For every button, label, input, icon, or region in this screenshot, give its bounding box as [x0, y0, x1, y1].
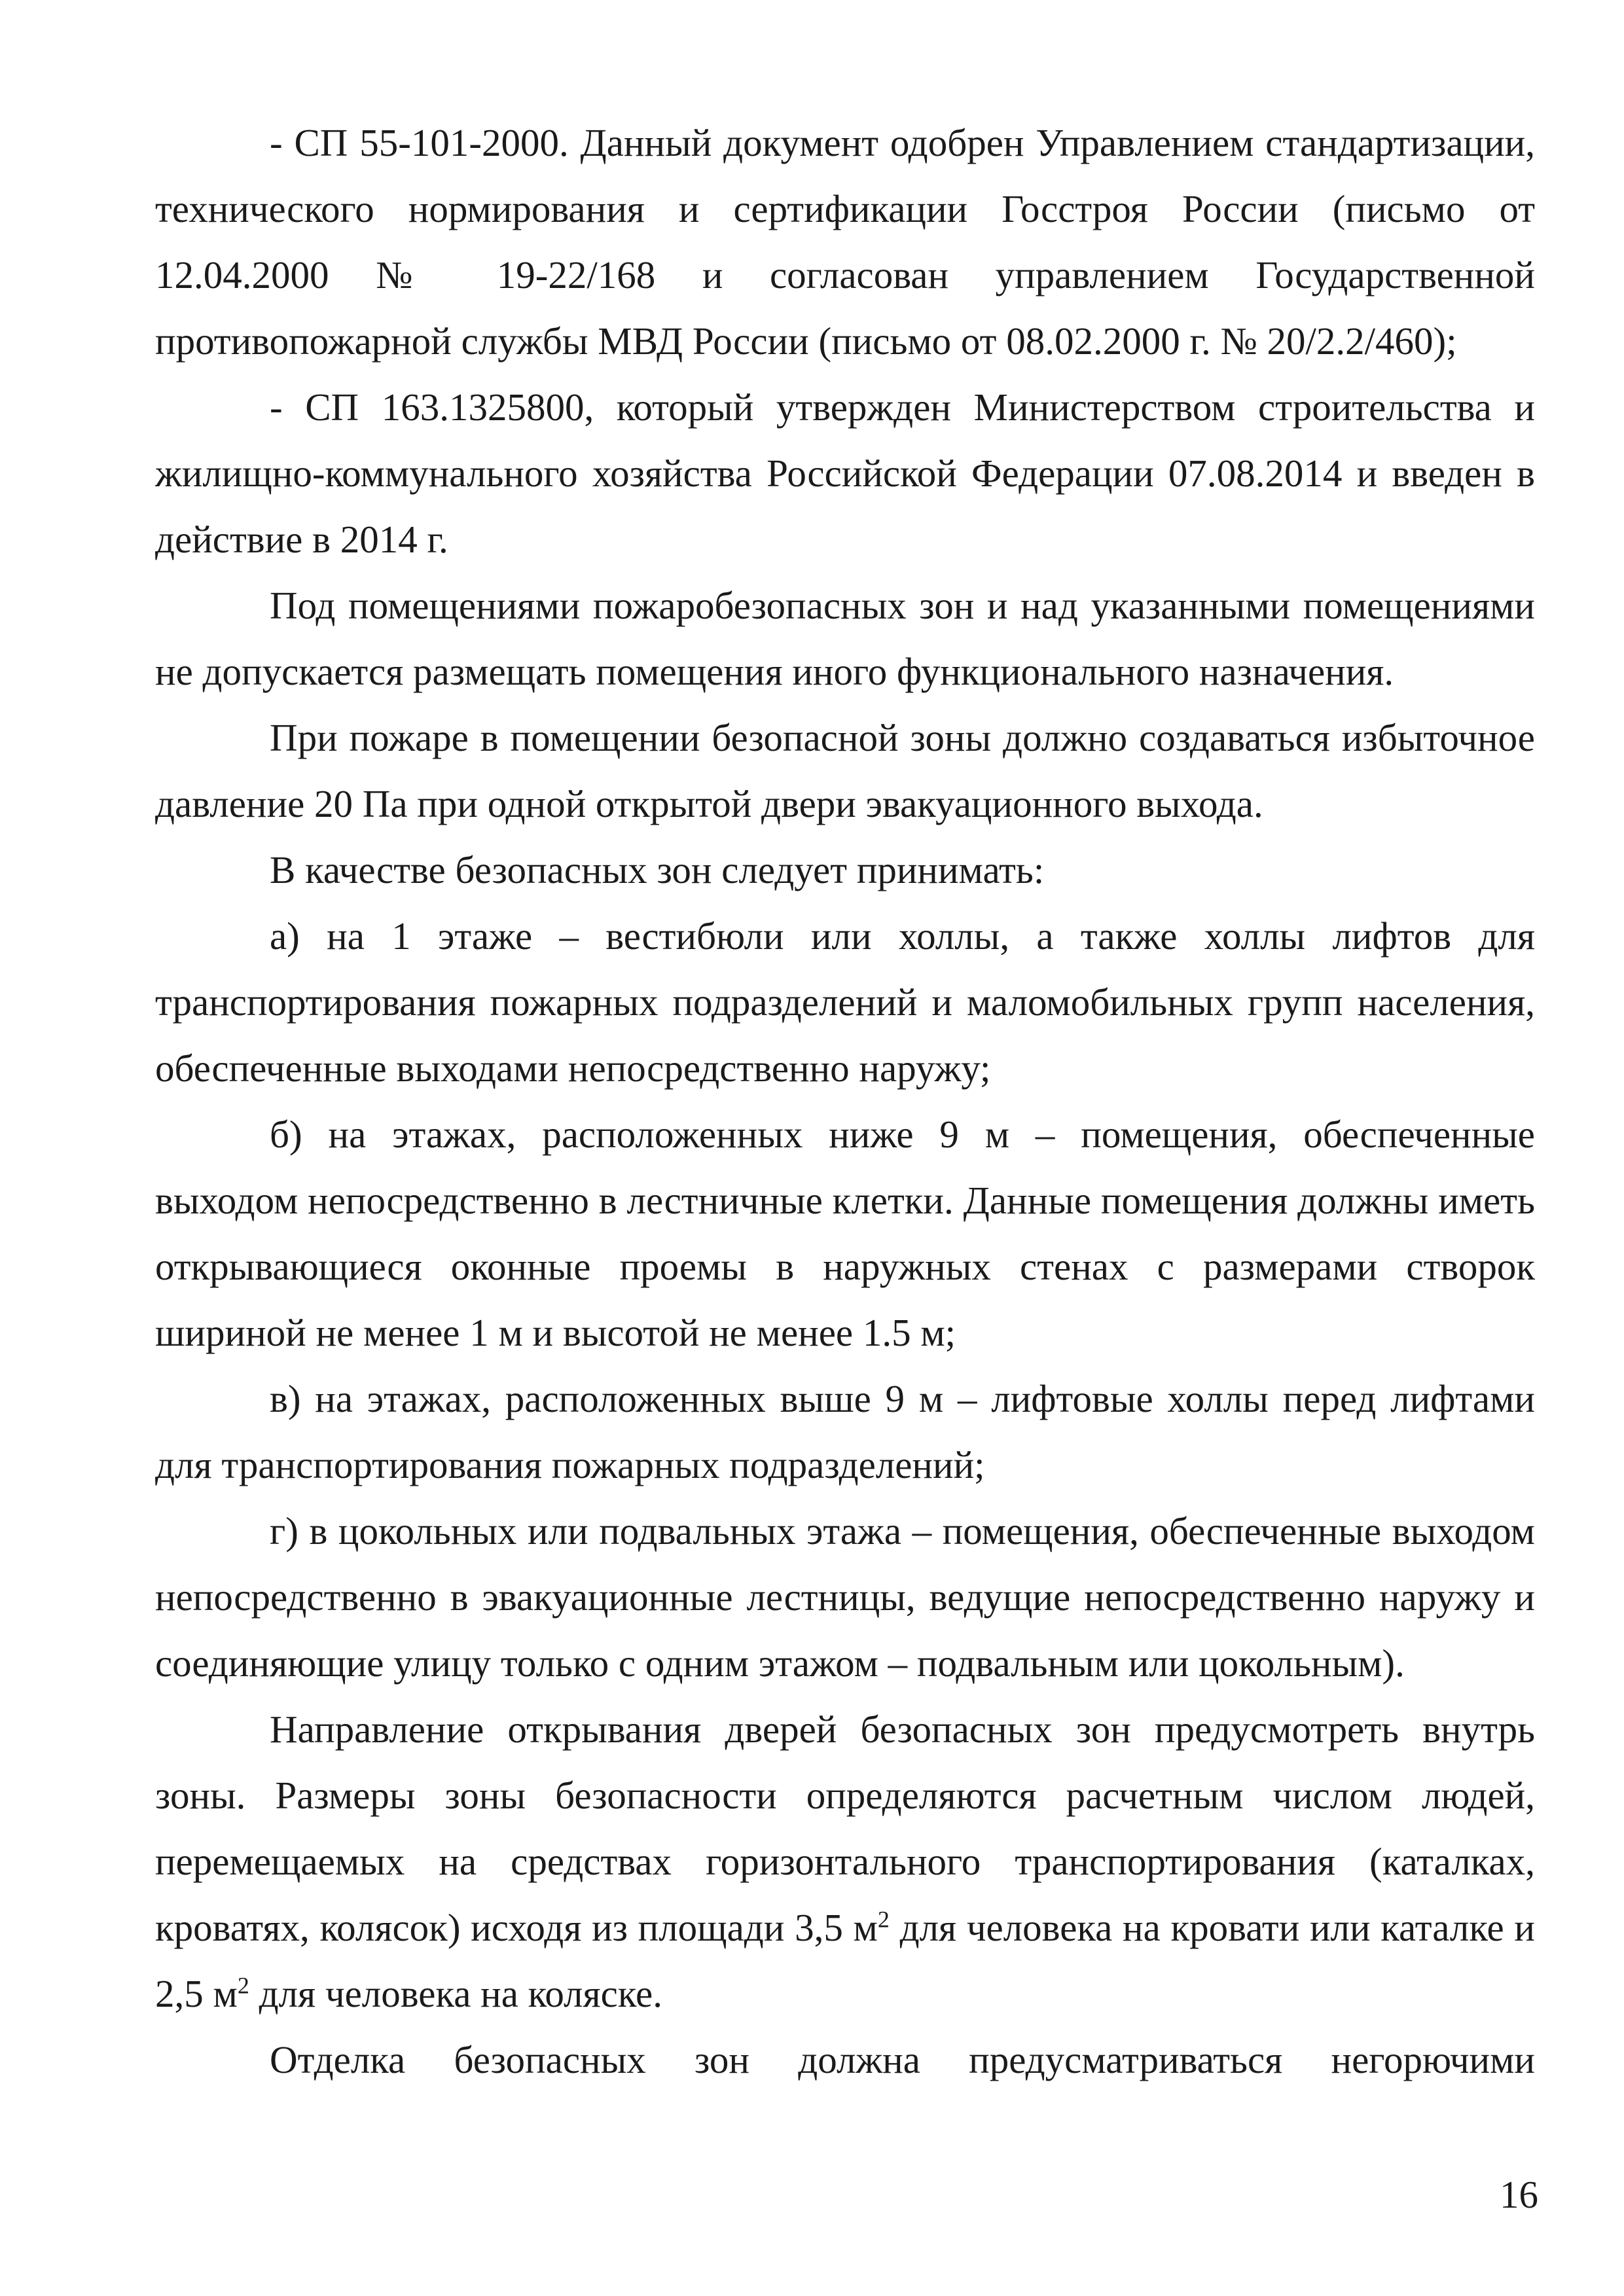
page-number: 16	[1500, 2173, 1538, 2216]
paragraph-sp-163: - СП 163.1325800, который утвержден Министерством строительства и жилищно-коммунального хозяйства Российской Федерации 07.08.2014 и введен в действие в 2014 г.	[155, 386, 1535, 561]
list-item-g: г) в цокольных или подвальных этажа – помещения, обеспеченные выходом непосредственно в эвакуационные лестницы, ведущие непосредственно наружу и соединяющие улицу только с одним этажом – подвальным или цокольным).	[155, 1509, 1535, 1685]
list-item-v: в) на этажах, расположенных выше 9 м – лифтовые холлы перед лифтами для транспортирования пожарных подразделений;	[155, 1377, 1535, 1486]
paragraph-overpressure: При пожаре в помещении безопасной зоны должно создаваться избыточное давление 20 Па при одной открытой двери эвакуационного выхода.	[155, 716, 1535, 825]
zone-area-text-3: для человека на коляске.	[249, 1972, 662, 2015]
paragraph-zone-area	[155, 1696, 1535, 2027]
superscript-square-1: 2	[877, 1906, 890, 1933]
zone-area-text-2: для человека на кровати или каталке и 2,5 м	[155, 1906, 1536, 2015]
paragraph-room-restriction: Под помещениями пожаробезопасных зон и над указанными помещениями не допускается размещать помещения иного функционального назначения.	[155, 584, 1535, 693]
paragraph-safe-zones-intro: В качестве безопасных зон следует принимать:	[270, 848, 1045, 891]
list-item-a: а) на 1 этаже – вестибюли или холлы, а также холлы лифтов для транспортирования пожарных подразделений и маломобильных групп населения, обеспеченные выходами непосредственно наружу;	[155, 914, 1535, 1090]
superscript-square-2: 2	[237, 1972, 249, 1999]
paragraph-sp-55-101: - СП 55-101-2000. Данный документ одобрен Управлением стандартизации, технического нормирования и сертификации Госстроя России (письмо от 12.04.2000 № 19-22/168 и согласован управлением Государственной противопожарной службы МВД России (письмо от 08.02.2000 г. № 20/2.2/460);	[155, 121, 1535, 363]
list-item-b: б) на этажах, расположенных ниже 9 м – помещения, обеспеченные выходом непосредственно в лестничные клетки. Данные помещения должны иметь открывающиеся оконные проемы в наружных стенах с размерами створок шириной не менее 1 м и высотой не менее 1.5 м;	[155, 1113, 1535, 1354]
paragraph-finishing: Отделка безопасных зон должна предусматриваться негорючими	[270, 2038, 1535, 2081]
zone-area-text-1: Направление открывания дверей безопасных зон предусмотреть внутрь зоны. Размеры зоны безопасности определяются расчетным числом людей, перемещаемых на средствах горизонтального транспортирования (каталках, кроватях, колясок) исходя из площади 3,5 м	[155, 1708, 1535, 1949]
body-text	[155, 110, 1535, 2093]
